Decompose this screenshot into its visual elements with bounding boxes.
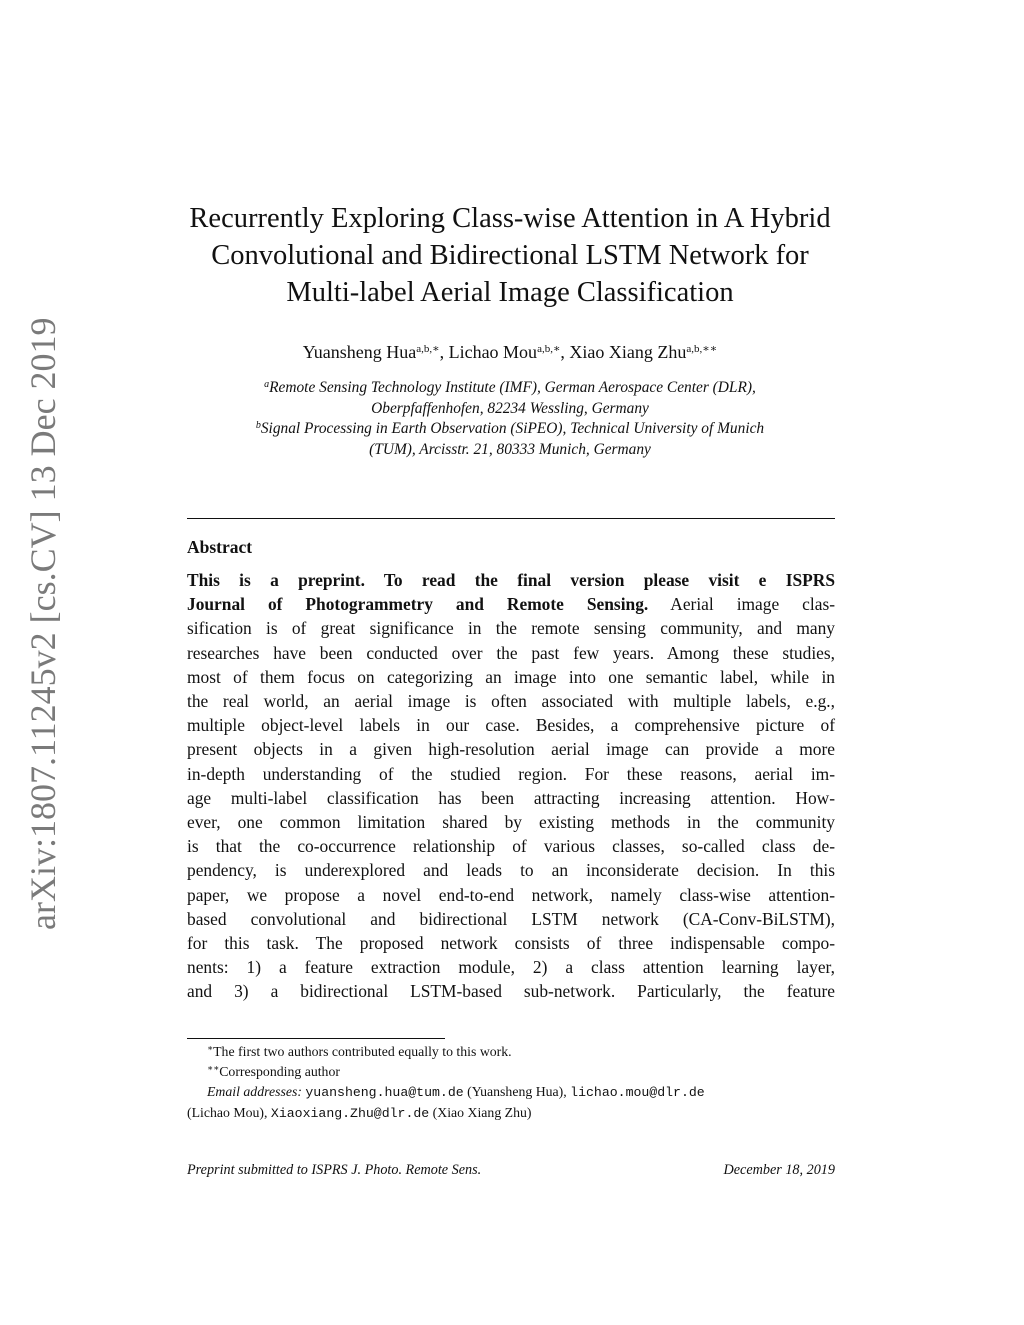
affiliation-a-line-2: Oberpfaffenhofen, 82234 Wessling, Germany [371, 399, 649, 417]
title-line-2: Convolutional and Bidirectional LSTM Network for [211, 240, 809, 271]
footnotes [187, 1042, 835, 1124]
abstract-line: ever, one common limitation shared by existing methods in the community [187, 812, 835, 833]
preprint-date: December 18, 2019 [723, 1162, 835, 1178]
abstract-line: nents: 1) a feature extraction module, 2) a class attention learning layer, [187, 957, 835, 978]
email-owner: (Lichao Mou), [187, 1105, 271, 1120]
footnote-corresponding [187, 1062, 835, 1082]
affiliation-a-mark: a [264, 379, 270, 390]
abstract-line: sification is of great significance in the remote sensing community, and many [187, 618, 835, 639]
author-separator: , [439, 342, 449, 362]
footnote-emails-cont [187, 1103, 835, 1124]
footnote-text: The first two authors contributed equally to this work. [213, 1044, 512, 1059]
abstract-body [187, 568, 835, 1004]
affiliation-b-line-2: (TUM), Arcisstr. 21, 80333 Munich, Germany [369, 440, 651, 458]
author-marks: a,b,∗∗ [686, 343, 718, 355]
footnote-mark: ∗ [207, 1043, 214, 1053]
abstract-text: Aerial image clas- [648, 594, 836, 615]
author-marks: a,b,∗ [537, 343, 561, 355]
author-separator: , [560, 342, 570, 362]
affiliation-a-text: Remote Sensing Technology Institute (IMF), German Aerospace Center (DLR), [269, 379, 756, 396]
abstract-line: age multi-label classification has been attracting increasing attention. How- [187, 787, 835, 808]
affiliation-b-line-1 [160, 419, 860, 440]
abstract-line: is that the co-occurrence relationship of various classes, so-called class de- [187, 836, 835, 857]
affiliation-b-mark: b [255, 420, 261, 431]
abstract-heading: Abstract [187, 537, 253, 557]
email-link-hua[interactable]: yuansheng.hua@tum.de [305, 1085, 464, 1100]
abstract-line: in-depth understanding of the studied region. For these reasons, aerial im- [187, 763, 835, 784]
paper-title [160, 200, 860, 311]
journal-name: Journal of Photogrammetry and Remote Sensing. [187, 594, 649, 615]
abstract-line [187, 568, 835, 592]
abstract-line: multiple object-level labels in our case. Besides, a comprehensive picture of [187, 715, 835, 736]
abstract-line: the real world, an aerial image is often associated with multiple labels, e.g., [187, 691, 835, 712]
abstract-line: researches have been conducted over the past few years. Among these studies, [187, 642, 835, 663]
author-list [160, 338, 860, 366]
submission-note: Preprint submitted to ISPRS J. Photo. Remote Sens. [187, 1162, 482, 1178]
author-name: Yuansheng Hua [302, 342, 417, 362]
author-marks: a,b,∗ [416, 343, 440, 355]
footnote-equal-contribution [187, 1042, 835, 1062]
arxiv-stamp: arXiv:1807.11245v2 [cs.CV] 13 Dec 2019 [23, 317, 63, 930]
abstract-top-rule [187, 518, 835, 519]
email-link-mou[interactable]: lichao.mou@dlr.de [570, 1085, 705, 1100]
abstract-line: present objects in a given high-resolution aerial image can provide a more [187, 739, 835, 760]
email-owner: (Xiao Xiang Zhu) [429, 1105, 532, 1120]
abstract-line: pendency, is underexplored and leads to an inconsiderate decision. In this [187, 860, 835, 881]
title-line-1: Recurrently Exploring Class-wise Attention in A Hybrid [189, 203, 831, 234]
title-line-3: Multi-label Aerial Image Classification [286, 277, 734, 308]
affiliations [160, 378, 860, 460]
abstract-line: for this task. The proposed network consists of three indispensable compo- [187, 933, 835, 954]
email-label: Email addresses: [207, 1084, 302, 1099]
abstract-line: based convolutional and bidirectional LSTM network (CA-Conv-BiLSTM), [187, 908, 835, 929]
author-name: Xiao Xiang Zhu [569, 342, 687, 362]
abstract-line: and 3) a bidirectional LSTM-based sub-network. Particularly, the feature [187, 981, 835, 1002]
abstract-line [187, 592, 835, 616]
footnote-mark: ∗∗ [207, 1063, 220, 1073]
footnote-rule [187, 1038, 445, 1039]
footnote-text: Corresponding author [219, 1064, 340, 1079]
affiliation-a-line-1 [160, 378, 860, 399]
footnote-emails [187, 1082, 835, 1103]
author-name: Lichao Mou [448, 342, 538, 362]
affiliation-b-text: Signal Processing in Earth Observation (SiPEO), Technical University of Munich [260, 420, 765, 437]
email-link-zhu[interactable]: Xiaoxiang.Zhu@dlr.de [270, 1106, 430, 1121]
abstract-line: most of them focus on categorizing an image into one semantic label, while in [187, 666, 835, 687]
preprint-notice: This is a preprint. To read the final version please visit e ISPRS [187, 570, 835, 590]
abstract-line: paper, we propose a novel end-to-end network, namely class-wise attention- [187, 884, 835, 905]
email-owner: (Yuansheng Hua), [463, 1084, 571, 1099]
